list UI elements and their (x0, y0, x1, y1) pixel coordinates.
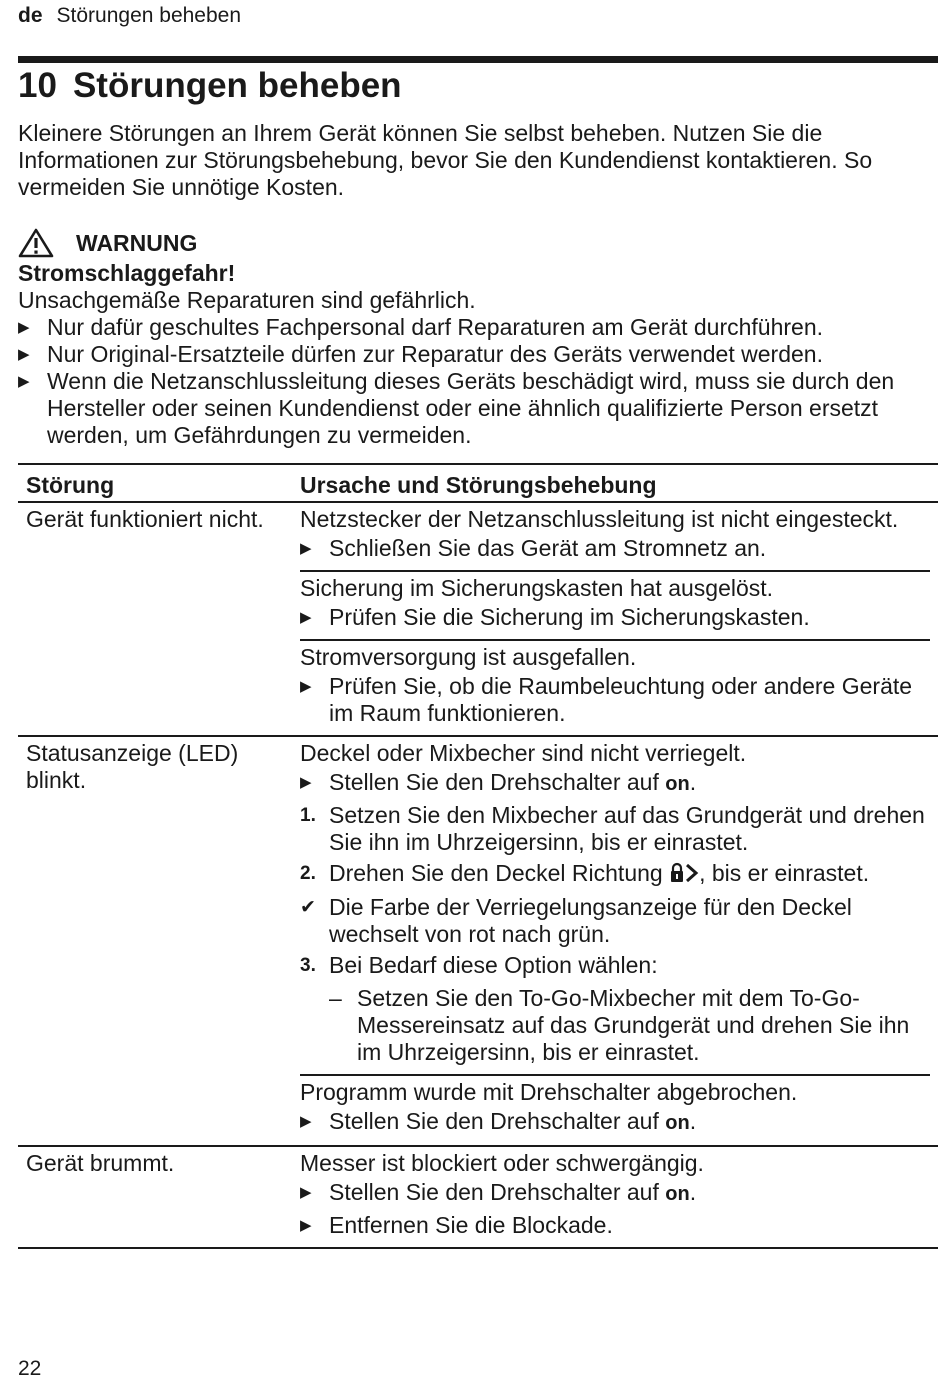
cause-text: Sicherung im Sicherungskasten hat ausgelöst. (300, 575, 774, 601)
switch-position-on: on (665, 773, 690, 795)
action-item: ▶ Prüfen Sie die Sicherung im Sicherungskasten. (300, 604, 810, 630)
fault-cell: Gerät funktioniert nicht. (18, 502, 292, 736)
page-header (18, 4, 241, 28)
action-item: ▶ Prüfen Sie, ob die Raumbeleuchtung oder andere Geräte im Raum funktionieren. (300, 673, 913, 726)
bullet-arrow-icon: ▶ (18, 373, 30, 390)
bullet-arrow-icon: ▶ (300, 609, 312, 626)
page-number: 22 (18, 1357, 42, 1380)
warning-item: ▶ Nur Original-Ersatzteile dürfen zur Reparatur des Geräts verwendet werden. (18, 341, 823, 367)
action-item: ▶ Stellen Sie den Drehschalter auf on. (300, 1179, 930, 1208)
switch-position-on: on (665, 1183, 690, 1205)
step-number: 2. (300, 863, 316, 884)
warning-item: ▶ Nur dafür geschultes Fachpersonal darf Reparaturen am Gerät durchführen. (18, 314, 824, 340)
chapter-title (18, 66, 402, 106)
action-item: ▶ Stellen Sie den Drehschalter auf on. (300, 1108, 930, 1137)
lock-direction-icon (669, 862, 699, 890)
cause-cell (292, 1146, 938, 1248)
bullet-arrow-icon: ▶ (300, 1184, 312, 1201)
switch-position-on: on (665, 1112, 690, 1134)
intro-paragraph: Kleinere Störungen an Ihrem Gerät können Sie selbst beheben. Nutzen Sie die Informationen zur Störungsbehebung, bevor Sie den Kundendienst kontaktieren. So vermeiden Sie unnötige Kosten. (18, 120, 873, 200)
fault-cell: Gerät brummt. (18, 1146, 292, 1248)
cause-cell (292, 736, 938, 1146)
column-header-fault: Störung (26, 471, 115, 498)
step-item: 3. Bei Bedarf diese Option wählen: (300, 952, 658, 978)
language-code: de (18, 4, 43, 27)
table-row (18, 1146, 938, 1248)
table-row (18, 736, 938, 1146)
warning-text: Unsachgemäße Reparaturen sind gefährlich. (18, 287, 476, 313)
step-item: 1. Setzen Sie den Mixbecher auf das Grundgerät und drehen Sie ihn im Uhrzeigersinn, bis er einrastet. (300, 802, 925, 855)
dash-marker: – (329, 985, 342, 1011)
step-item: 2. Drehen Sie den Deckel Richtung , bis er einrastet. (300, 860, 930, 890)
warning-block (18, 226, 940, 449)
warning-item: ▶ Wenn die Netzanschlussleitung dieses Geräts beschädigt wird, muss sie durch den Hersteller oder seinen Kundendienst oder eine ähnlich qualifizierte Person ersetzt werden, um Gefährdungen zu vermeiden. (18, 368, 895, 448)
bullet-arrow-icon: ▶ (300, 1217, 312, 1234)
cause-block (300, 1076, 930, 1145)
header-section-title: Störungen beheben (56, 4, 242, 27)
bullet-arrow-icon: ▶ (300, 774, 312, 791)
checkmark-icon: ✔ (300, 897, 316, 918)
chapter-title-text: Störungen beheben (72, 66, 402, 105)
cause-block (300, 503, 930, 572)
cause-block (300, 1147, 930, 1247)
option-item: – Setzen Sie den To-Go-Mixbecher mit dem To-Go-Messereinsatz auf das Grundgerät und drehen Sie ihn im Uhrzeigersinn, bis er einrastet. (329, 985, 910, 1065)
cause-block (300, 737, 930, 1076)
bullet-arrow-icon: ▶ (18, 346, 30, 363)
action-item: ▶ Schließen Sie das Gerät am Stromnetz an. (300, 535, 767, 561)
bullet-arrow-icon: ▶ (300, 540, 312, 557)
fault-cell: Statusanzeige (LED) blinkt. (18, 736, 292, 1146)
warning-triangle-icon (18, 228, 54, 258)
cause-block (300, 572, 930, 641)
cause-text: Stromversorgung ist ausgefallen. (300, 644, 637, 670)
step-number: 1. (300, 805, 316, 826)
cause-text: Programm wurde mit Drehschalter abgebrochen. (300, 1079, 798, 1105)
cause-text: Messer ist blockiert oder schwergängig. (300, 1150, 704, 1176)
warning-title: Stromschlaggefahr! (18, 260, 236, 286)
table-header-row (18, 464, 938, 502)
troubleshooting-table (18, 463, 938, 1249)
column-header-cause: Ursache und Störungsbehebung (300, 471, 657, 498)
cause-text: Netzstecker der Netzanschlussleitung ist nicht eingesteckt. (300, 506, 899, 532)
cause-block (300, 641, 930, 735)
bullet-arrow-icon: ▶ (300, 678, 312, 695)
warning-label: WARNUNG (76, 229, 198, 256)
action-item: ▶ Entfernen Sie die Blockade. (300, 1212, 613, 1238)
action-item: ▶ Stellen Sie den Drehschalter auf on. (300, 769, 930, 798)
bullet-arrow-icon: ▶ (18, 319, 30, 336)
result-item: ✔ Die Farbe der Verriegelungsanzeige für den Deckel wechselt von rot nach grün. (300, 894, 852, 947)
table-row (18, 502, 938, 736)
cause-cell (292, 502, 938, 736)
bullet-arrow-icon: ▶ (300, 1113, 312, 1130)
chapter-number: 10 (18, 66, 57, 105)
cause-text: Deckel oder Mixbecher sind nicht verriegelt. (300, 740, 747, 766)
step-number: 3. (300, 955, 316, 976)
header-rule (18, 56, 938, 63)
warning-header (18, 226, 940, 260)
